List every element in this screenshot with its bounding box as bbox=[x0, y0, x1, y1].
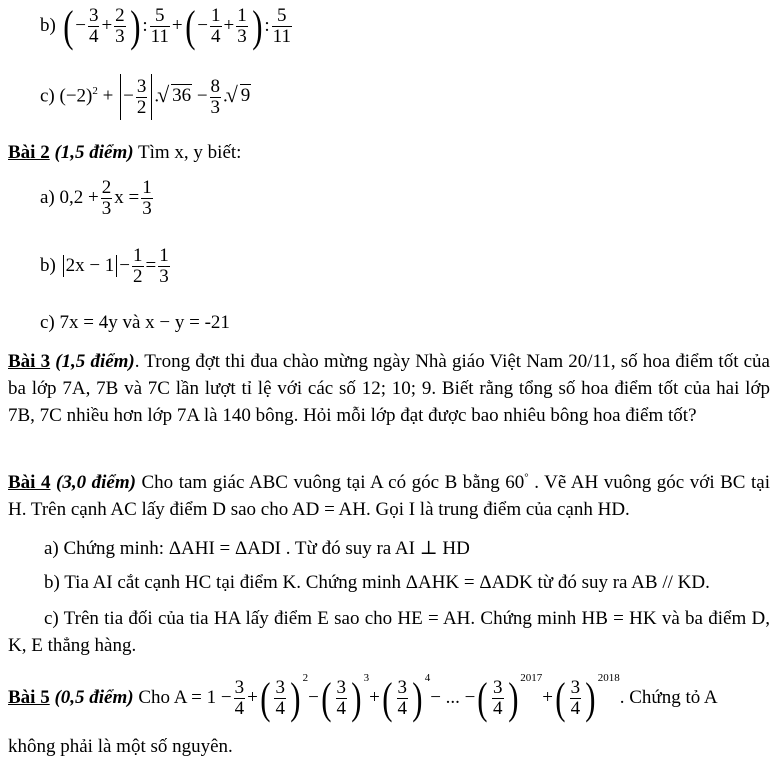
bai3-text: . Trong đợt thi đua chào mừng ngày Nhà giáo Việt Nam 20/11, số hoa điểm tốt của ba lớp 7A, 7B và 7C lần lượt tỉ lệ với các số 12; 10; 9. Biết rằng tổng số hoa điểm tốt của hai lớp 7B, 7C nhiều hơn lớp 7A là 140 bông. Hỏi mỗi lớp đạt được bao nhiêu bông hoa điểm tốt? bbox=[8, 351, 770, 426]
bai1-c-label: c) bbox=[40, 85, 55, 107]
fraction: $\frac{3}{4}$ bbox=[570, 677, 581, 720]
bai2-text: Tìm x, y biết: bbox=[133, 142, 242, 163]
fraction: $\frac{3}{4}$ bbox=[88, 5, 99, 47]
fraction: $\frac{3}{4}$ bbox=[493, 677, 503, 720]
sqrt: √ 36 bbox=[159, 85, 192, 108]
fraction: $\frac{1}{3}$ bbox=[142, 177, 152, 219]
bai5-score: (0,5 điểm) bbox=[54, 687, 134, 708]
fraction: $\frac{2}{3}$ bbox=[101, 177, 112, 219]
bai5-title: Bài 5 bbox=[8, 687, 50, 708]
fraction: $\frac{1}{2}$ bbox=[133, 245, 143, 287]
fraction: $\frac{3}{4}$ bbox=[234, 677, 245, 720]
bai4-score: (3,0 điểm) bbox=[56, 472, 136, 493]
bai5-line1: Bài 5 (0,5 điểm) Cho A = 1 − $\frac{3}{4}$ +( $\frac{3}{4}$ ) $^2$−( $\frac{3}{4}$ ) $^3$+( $\frac{3}{4}$ ) $^4$− ... −( $\frac{3}{4}$ ) $^{2017}$+( $\frac{3}{4}$ ) $^{2018}$. Chứng tỏ A bbox=[8, 672, 718, 723]
bai2-a: a) 0,2 + $\frac{2}{3}$ x = $\frac{1}{3}$ bbox=[40, 177, 152, 219]
fraction: $\frac{1}{3}$ bbox=[159, 245, 169, 287]
bai1-c: c) $(-2)^2$ + − $\frac{3}{2}$ .√ 36 − $\frac{8}{3}$ .√ 9 bbox=[40, 74, 251, 120]
fraction: $\frac{2}{3}$ bbox=[115, 5, 125, 47]
bai4-a: a) Chứng minh: ΔAHI = ΔADI . Từ đó suy ra AI ⊥ HD bbox=[44, 538, 470, 559]
bai5-line2: không phải là một số nguyên. bbox=[8, 736, 233, 757]
fraction: $\frac{8}{3}$ bbox=[210, 75, 221, 118]
bai4-c: c) Trên tia đối của tia HA lấy điểm E sao cho HE = AH. Chứng minh HB = HK và ba điểm D, K, E thẳng hàng. bbox=[8, 608, 770, 656]
fraction: $\frac{1}{3}$ bbox=[237, 5, 247, 47]
fraction: $\frac{3}{4}$ bbox=[336, 677, 347, 720]
bai4-title: Bài 4 bbox=[8, 472, 51, 493]
bai1-b: b) ( − $\frac{3}{4}$ + $\frac{2}{3}$ ) : $\frac{5}{11}$ +( − $\frac{1}{4}$ + $\frac{1}{3}$ ) : $\frac{5}{11}$ bbox=[40, 1, 291, 51]
fraction: $\frac{1}{4}$ bbox=[211, 5, 221, 47]
bai2-c: c) 7x = 4y và x − y = -21 bbox=[40, 312, 230, 333]
bai1-b-label: b) bbox=[40, 14, 56, 36]
sqrt: √ 9 bbox=[228, 85, 252, 108]
bai2-score: (1,5 điểm) bbox=[54, 142, 134, 163]
bai3-title: Bài 3 bbox=[8, 351, 51, 372]
bai2-b: b) 2x − 1 − $\frac{1}{2}$ = $\frac{1}{3}$ bbox=[40, 245, 169, 287]
fraction: $\frac{5}{11}$ bbox=[150, 5, 169, 47]
bai3-paragraph bbox=[8, 349, 770, 430]
bai3-score: (1,5 điểm) bbox=[55, 351, 135, 372]
bai2-heading bbox=[8, 142, 241, 165]
bai4-b: b) Tia AI cắt cạnh HC tại điểm K. Chứng minh ΔAHK = ΔADK từ đó suy ra AB // KD. bbox=[44, 572, 710, 593]
fraction: $\frac{5}{11}$ bbox=[272, 5, 291, 47]
bai2-title: Bài 2 bbox=[8, 142, 50, 163]
fraction: $\frac{3}{2}$ bbox=[136, 75, 147, 118]
bai4-paragraph: Bài 4 (3,0 điểm) Cho tam giác ABC vuông tại A có góc B bằng 60° . Vẽ AH vuông góc với BC tại H. Trên cạnh AC lấy điểm D sao cho AD = AH. Gọi I là trung điểm của cạnh HD. bbox=[8, 471, 770, 520]
fraction: $\frac{3}{4}$ bbox=[397, 677, 408, 720]
fraction: $\frac{3}{4}$ bbox=[275, 677, 285, 720]
